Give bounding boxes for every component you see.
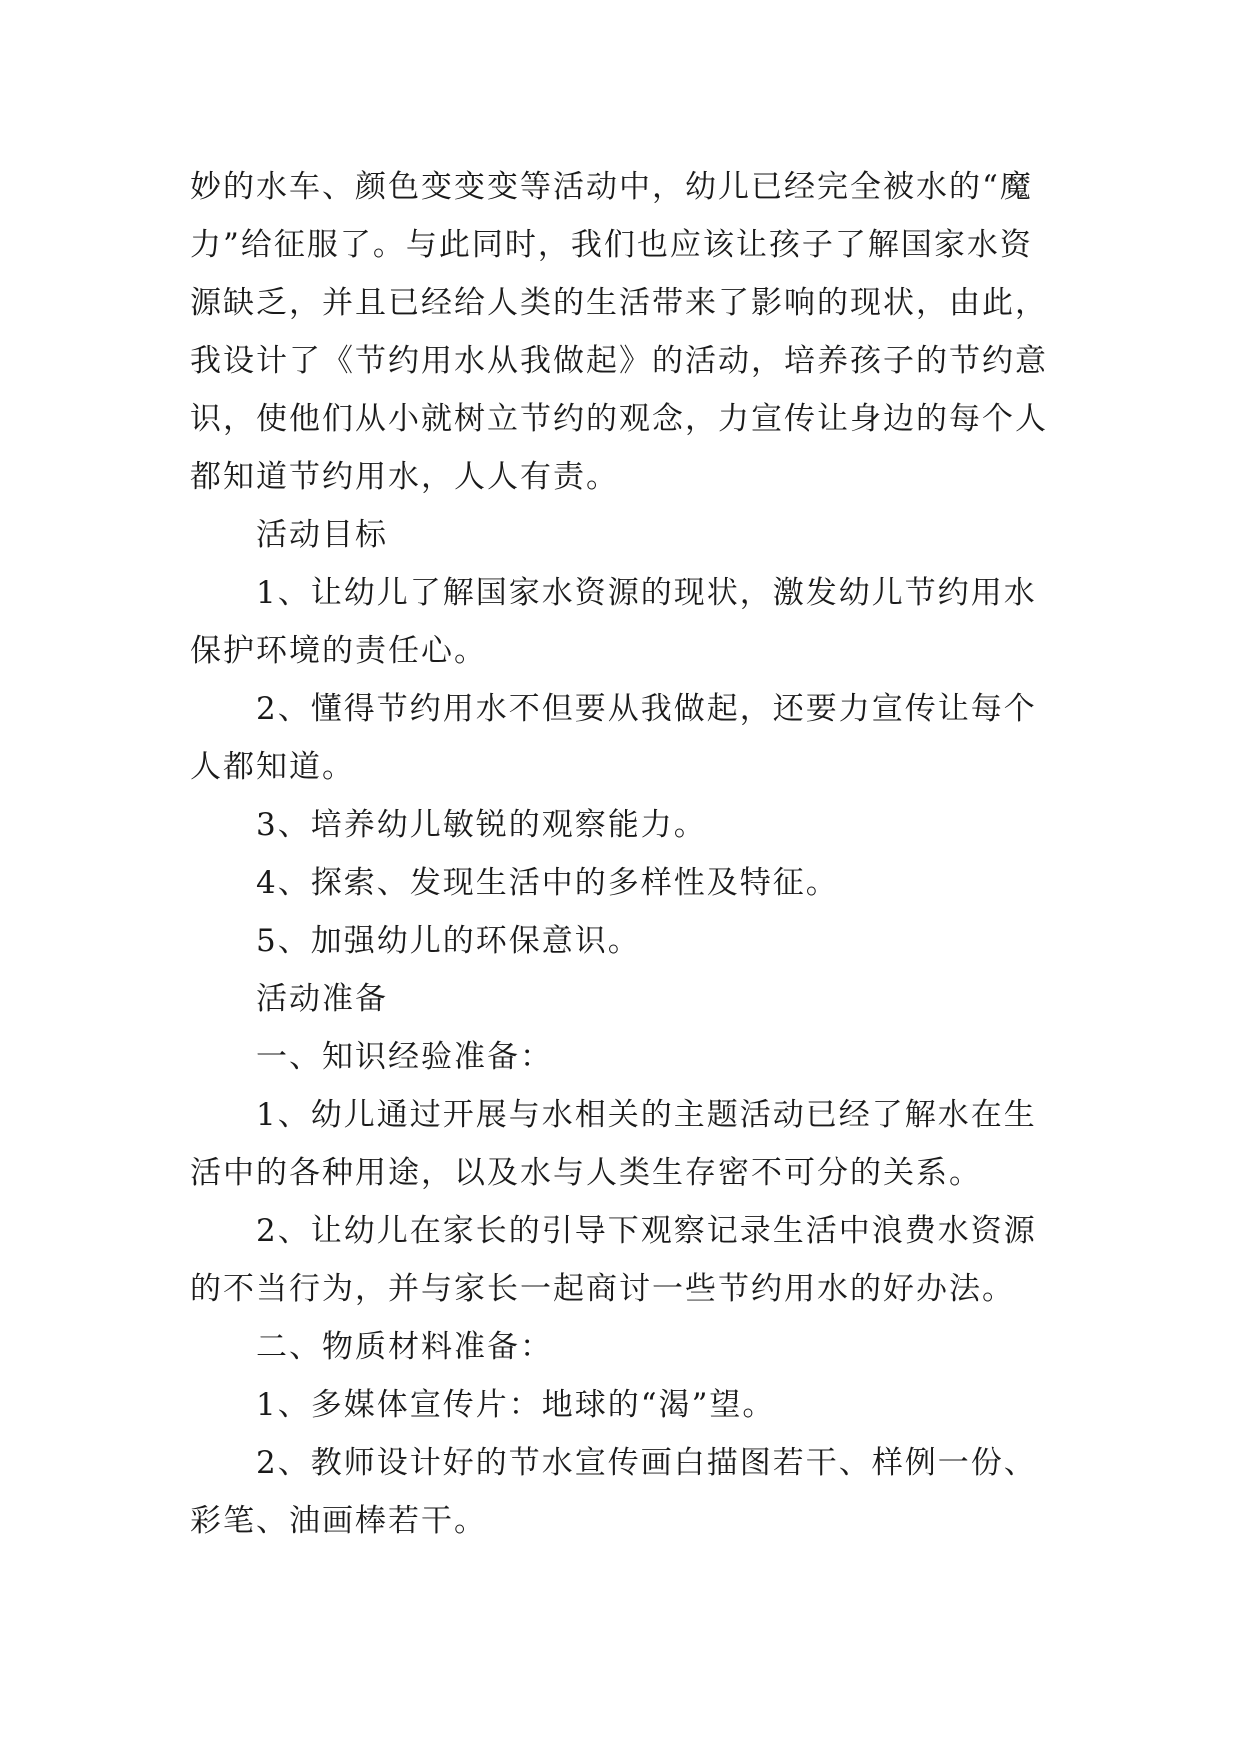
goal-item-3: 3、培养幼儿敏锐的观察能力。 [256, 807, 707, 843]
text-line: 力”给征服了。与此同时，我们也应该让孩子了解国家水资 [190, 227, 1033, 263]
material-item-2: 2、教师设计好的节水宣传画白描图若干、样例一份、 [256, 1445, 1037, 1481]
goal-item-5: 5、加强幼儿的环保意识。 [256, 923, 641, 959]
text-line: 识，使他们从小就树立节约的观念，力宣传让身边的每个人 [190, 401, 1048, 437]
knowledge-item-1: 1、幼儿通过开展与水相关的主题活动已经了解水在生 [256, 1097, 1037, 1133]
text-line: 源缺乏，并且已经给人类的生活带来了影响的现状，由此， [190, 285, 1048, 321]
subsection-knowledge-preparation: 一、知识经验准备： [256, 1039, 553, 1075]
document-body [190, 158, 1070, 1550]
text-line: 我设计了《节约用水从我做起》的活动，培养孩子的节约意 [190, 343, 1048, 379]
text-line: 人都知道。 [190, 749, 355, 785]
subsection-material-preparation: 二、物质材料准备： [256, 1329, 553, 1365]
text-line: 都知道节约用水，人人有责。 [190, 459, 619, 495]
section-heading-activity-preparation: 活动准备 [256, 981, 388, 1017]
text-line: 保护环境的责任心。 [190, 633, 487, 669]
text-line: 彩笔、油画棒若干。 [190, 1503, 487, 1539]
knowledge-item-2: 2、让幼儿在家长的引导下观察记录生活中浪费水资源 [256, 1213, 1037, 1249]
text-line: 妙的水车、颜色变变变等活动中，幼儿已经完全被水的“魔 [190, 169, 1033, 205]
material-item-1: 1、多媒体宣传片：地球的“渴”望。 [256, 1387, 776, 1423]
goal-item-4: 4、探索、发现生活中的多样性及特征。 [256, 865, 839, 901]
section-heading-activity-goals: 活动目标 [256, 517, 388, 553]
goal-item-1: 1、让幼儿了解国家水资源的现状，激发幼儿节约用水 [256, 575, 1037, 611]
text-line: 活中的各种用途，以及水与人类生存密不可分的关系。 [190, 1155, 982, 1191]
goal-item-2: 2、懂得节约用水不但要从我做起，还要力宣传让每个 [256, 691, 1037, 727]
text-line: 的不当行为，并与家长一起商讨一些节约用水的好办法。 [190, 1271, 1015, 1307]
